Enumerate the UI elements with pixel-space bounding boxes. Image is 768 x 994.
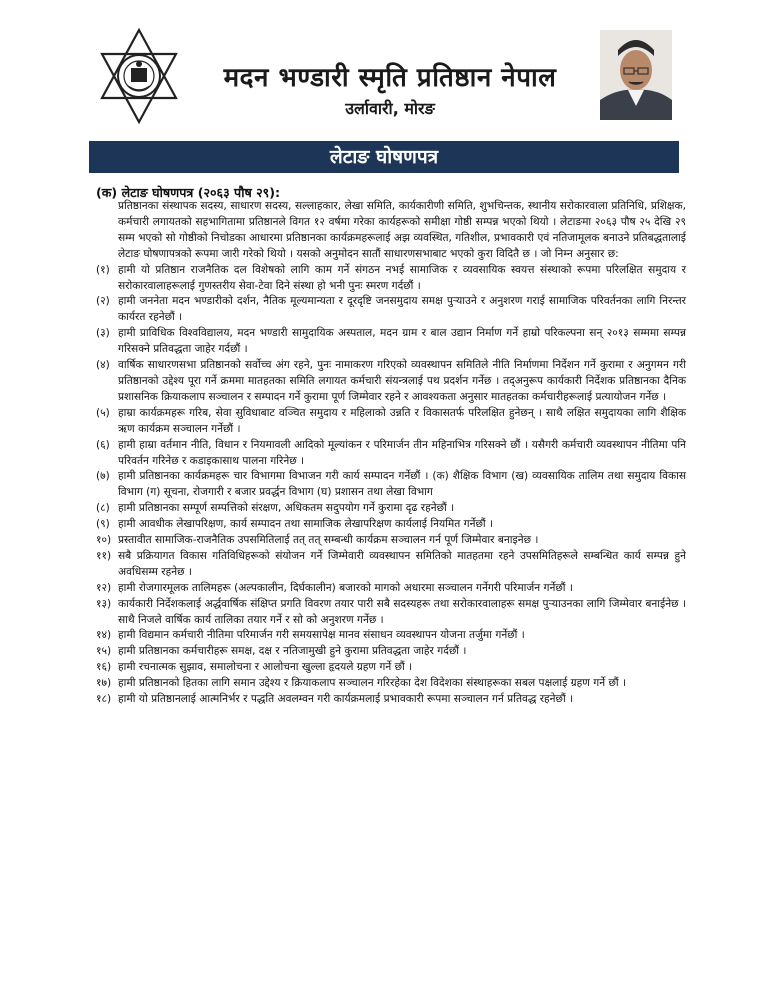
list-item-number: (३) [96,327,110,340]
list-item-text: हामी प्रतिष्ठानका कर्मचारीहरू समक्ष, दक्ष र नतिजामुखी हुने कुरामा प्रतिवद्धता जाहेर गर्दछौं । [118,645,467,658]
list-item-number: (४) [96,359,110,372]
organization-location: उर्लावारी, मोरङ [345,99,435,118]
list-item-number: (७) [96,470,110,483]
list-item-text: हामी प्राविधिक विश्वविद्यालय, मदन भण्डारी सामुदायिक अस्पताल, मदन ग्राम र बाल उद्यान निर्माण गर्ने हाम्रो परिकल्पना सन् २०१३ सम्ममा सम्पन्न गरिसक्ने प्रतिवद्धता जाहेर गर्दछौं । [118,327,686,356]
list-item [96,294,686,326]
declaration-list [96,263,686,708]
list-item-text: वार्षिक साधारणसभा प्रतिष्ठानको सर्वोच्च अंग रहने, पुनः नामाकरण गरिएको व्यवस्थापन समितिले नीति निर्माणमा निर्देशन गर्ने कुरामा र अनुगमन गरी प्रतिष्ठानको उद्देश्य पूरा गर्ने क्रममा मातहतका समिति लगायत कर्मचारी संयन्त्रलाई पथ प्रदर्शन गर्नेछ । तद्अनुरूप कार्यकारी निर्देशक प्रतिष्ठानका दैनिक प्रशासनिक क्रियाकलाप सञ्चालन र सम्पादन गर्ने कुरामा पूर्ण जिम्मेवार रहने र आवश्यकता अनुसार मातहतका कर्मचारीहरूलाई प्रत्यायोजन गर्नेछ । [118,359,686,403]
list-item [96,581,686,597]
list-item [96,692,686,708]
list-item-text: हामी आवधीक लेखापरिक्षण, कार्य सम्पादन तथा सामाजिक लेखापरिक्षण कार्यलाई नियमित गर्नेछौं । [118,518,494,531]
list-item-number: ११) [96,549,112,562]
list-item-number: (५) [96,406,110,419]
organization-name: मदन भण्डारी स्मृति प्रतिष्ठान नेपाल [223,63,557,93]
list-item [96,438,686,470]
list-item-number: १४) [96,629,112,642]
list-item [96,644,686,660]
list-item [96,326,686,358]
list-item-number: १३) [96,597,112,610]
list-item-text: सबै प्रक्रियागत विकास गतिविधिहरूको संयोजन गर्ने जिम्मेवारी व्यवस्थापन समितिको मातहतमा रहने उपसमितिहरूले सम्बन्धित कार्य सम्पन्न हुने अवधिसम्म रहनेछ । [118,549,686,578]
declaration-body [96,199,686,708]
list-item [96,628,686,644]
list-item [96,263,686,295]
list-item-number: १८) [96,693,112,706]
list-item [96,406,686,438]
list-item-text: हामी यो प्रतिष्ठान राजनैतिक दल विशेषको लागि काम गर्ने संगठन नभई सामाजिक र व्यवसायिक स्वयत्त संस्थाको रूपमा परिलक्षित समुदाय र सरोकारवालाहरूलाई गुणस्तरीय सेवा-टेवा दिने संस्था हो भनी पुनः स्मरण गर्दछौं । [118,263,686,292]
list-item-text: हामी प्रतिष्ठानका सम्पूर्ण सम्पत्तिको संरक्षण, अधिकतम सदुपयोग गर्ने कुरामा दृढ रहनेछौं । [118,502,455,515]
list-item-number: १२) [96,581,112,594]
list-item [96,469,686,501]
list-item-text: हाम्रा कार्यक्रमहरू गरिब, सेवा सुविधाबाट वञ्चित समुदाय र महिलाको उन्नति र विकासतर्फ परिलक्षित हुनेछन् । साथै लक्षित समुदायका लागि शैक्षिक ऋण कार्यक्रम सञ्चालन गर्नेछौं । [118,406,686,435]
list-item-number: (९) [96,518,110,531]
list-item-number: (१) [96,263,110,276]
list-item-text: कार्यकारी निर्देशकलाई अर्द्धवार्षिक संक्षिप्त प्रगति विवरण तयार पारी सबै सदस्यहरू तथा सरोकारवालाहरू समक्ष पुऱ्याउनका लागि जिम्मेवार बनाईनेछ । साथै निजले वार्षिक कार्य तालिका तयार गर्ने र सो को अनुशरण गर्नेछ । [118,597,686,626]
section-heading: (क) लेटाङ घोषणपत्र (२०६३ पौष २९): [96,185,281,200]
list-item [96,533,686,549]
list-item-number: १७) [96,677,112,690]
list-item [96,549,686,581]
list-item-text: हामी प्रतिष्ठानका कार्यक्रमहरू चार विभागमा विभाजन गरी कार्य सम्पादन गर्नेछौं । (क) शैक्षिक विभाग (ख) व्यवसायिक तालिम तथा समुदाय विकास विभाग (ग) सूचना, रोजगारी र बजार प्रवर्द्धन विभाग (घ) प्रशासन तथा लेखा विभाग [118,470,686,499]
list-item-text: हामी हाम्रा वर्तमान नीति, विधान र नियमावली आदिको मूल्यांकन र परिमार्जन तीन महिनाभित्र गरिसक्ने छौं । यसैगरी कर्मचारी व्यवस्थापन नीतिमा पनि परिवर्तन गरिनेछ र कडाइकासाथ पालना गरिनेछ । [118,438,686,467]
list-item-text: हामी रचनात्मक सुझाव, समालोचना र आलोचना खुल्ला हृदयले ग्रहण गर्ने छौं । [118,661,413,674]
list-item-text: प्रस्तावीत सामाजिक-राजनैतिक उपसमितिलाई तत् तत् सम्बन्धी कार्यक्रम सञ्चालन गर्न पूर्ण जिम्मेवार बनाइनेछ । [118,534,539,547]
list-item-number: १६) [96,661,112,674]
list-item-number: (८) [96,502,110,515]
emblem-star-logo [98,28,180,124]
list-item-text: हामी विद्यमान कर्मचारी नीतिमा परिमार्जन गरी समयसापेक्ष मानव संसाधन व्यवस्थापन योजना तर्जुमा गर्नेछौं । [118,629,525,642]
list-item-number: (६) [96,438,110,451]
list-item [96,501,686,517]
list-item-number: (२) [96,295,110,308]
list-item [96,676,686,692]
list-item-text: हामी प्रतिष्ठानको हितका लागि समान उद्देश्य र क्रियाकलाप सञ्चालन गरिरहेका देश विदेशका संस्थाहरूका सबल पक्षलाई ग्रहण गर्ने छौं । [118,677,627,690]
list-item-text: हामी यो प्रतिष्ठानलाई आत्मनिर्भर र पद्धति अवलम्वन गरी कार्यक्रमलाई प्रभावकारी रूपमा सञ्चालन गर्न प्रतिवद्ध रहनेछौं । [118,693,574,706]
list-item [96,597,686,629]
list-item [96,358,686,406]
portrait-photo [600,30,672,120]
list-item [96,660,686,676]
title-banner: लेटाङ घोषणपत्र [89,141,679,173]
list-item-number: १०) [96,534,112,547]
list-item-text: हामी रोजगारमूलक तालिमहरू (अल्पकालीन, दिर्घकालीन) बजारको मागको अधारमा सञ्चालन गर्नेगरी परिमार्जन गर्नेछौं । [118,581,573,594]
intro-paragraph: प्रतिष्ठानका संस्थापक सदस्य, साधारण सदस्य, सल्लाहकार, लेखा समिति, कार्यकारीणी समिति, शुभचिन्तक, स्थानीय सरोकारवाला प्रतिनिधि, प्रशिक्षक, कर्मचारी लगायतको सहभागितामा प्रतिष्ठानले विगत १२ वर्षमा गरेका कार्यहरूको समीक्षा गोष्ठी सम्पन्न भएको थियो । लेटाङमा २०६३ पौष २५ देखि २९ सम्म भएको सो गोष्ठीको निचोडका आधारमा प्रतिष्ठानका कार्यक्रमहरूलाई अझ व्यवस्थित, गतिशील, प्रभावकारी एवं नतिजामूलक बनाउने प्रतिबद्धतालाई लेटाङ घोषणापत्रको रूपमा जारी गरेको थियो । यसको अनुमोदन सातौं साधारणसभाबाट भएको कुरा विदितै छ । जो निम्न अनुसार छ: [118,200,686,260]
list-item-number: १५) [96,645,112,658]
list-item [96,517,686,533]
list-item-text: हामी जननेता मदन भण्डारीको दर्शन, नैतिक मूल्यमान्यता र दूरदृष्टि जनसमुदाय समक्ष पुऱ्याउने र अनुशरण गराई सामाजिक परिवर्तनका लागि निरन्तर कार्यरत रहनेछौं । [118,295,686,324]
